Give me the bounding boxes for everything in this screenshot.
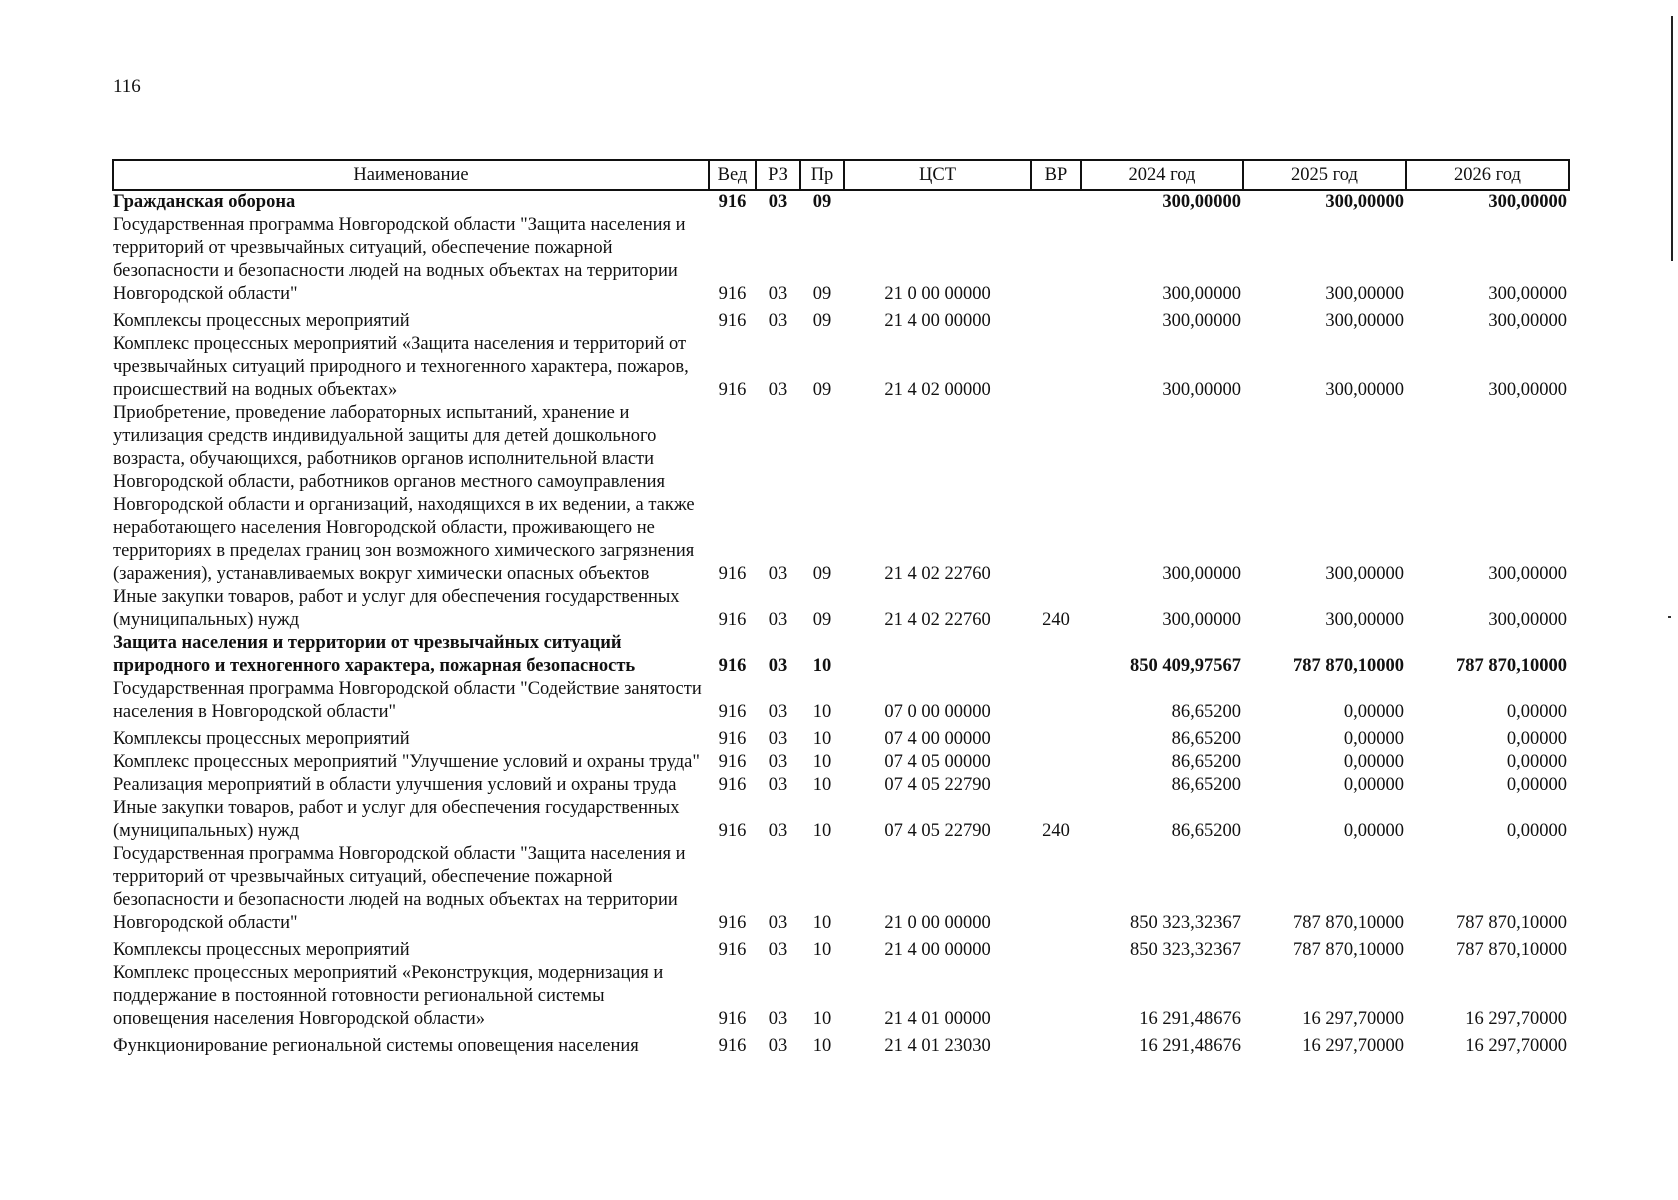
budget-table-container — [112, 159, 1568, 1058]
cell-vr — [1031, 774, 1081, 797]
cell-ved: 916 — [718, 1009, 747, 1029]
cell-pr: 10 — [812, 1036, 832, 1056]
cell-vr — [1031, 214, 1081, 306]
cell-name: Комплексы процессных мероприятий — [113, 311, 410, 331]
cell-2024: 850 323,32367 — [1130, 913, 1241, 933]
cell-vr — [1031, 402, 1081, 586]
cell-2026: 300,00000 — [1488, 564, 1567, 584]
cell-ved: 916 — [718, 380, 747, 400]
scan-edge-line — [1671, 16, 1673, 261]
cell-name: Комплекс процессных мероприятий «Реконструкция, модернизация и поддержание в постоянной готовности региональной системы оповещения населения Новгородской области» — [113, 963, 664, 1029]
cell-cst — [844, 190, 1031, 214]
header-ved: Вед — [709, 160, 756, 190]
cell-name: Комплекс процессных мероприятий "Улучшение условий и охраны труда" — [113, 752, 700, 772]
cell-2025: 300,00000 — [1325, 380, 1404, 400]
cell-rz: 03 — [768, 729, 788, 749]
cell-cst: 07 4 00 00000 — [884, 729, 991, 749]
cell-2026: 0,00000 — [1506, 752, 1567, 772]
cell-ved: 916 — [718, 729, 747, 749]
cell-cst: 07 4 05 22790 — [884, 775, 991, 795]
table-row — [113, 774, 1569, 797]
cell-pr: 09 — [812, 311, 832, 331]
cell-name: Защита населения и территории от чрезвычайных ситуаций природного и техногенного характера, пожарная безопасность — [113, 633, 636, 676]
cell-2024: 86,65200 — [1171, 702, 1241, 722]
cell-2024: 300,00000 — [1162, 284, 1241, 304]
scan-edge-mark — [1668, 616, 1671, 618]
cell-rz: 03 — [768, 752, 788, 772]
cell-2024: 86,65200 — [1171, 775, 1241, 795]
cell-2026: 0,00000 — [1506, 729, 1567, 749]
cell-2024: 86,65200 — [1171, 821, 1241, 841]
cell-rz: 03 — [768, 702, 788, 722]
cell-pr: 10 — [812, 752, 832, 772]
header-name: Наименование — [113, 160, 709, 190]
cell-2025: 787 870,10000 — [1293, 940, 1404, 960]
cell-2024: 300,00000 — [1162, 192, 1241, 212]
table-row — [113, 190, 1569, 214]
cell-cst: 21 0 00 00000 — [884, 284, 991, 304]
cell-2024: 86,65200 — [1171, 729, 1241, 749]
cell-ved: 916 — [718, 913, 747, 933]
cell-cst: 21 4 01 23030 — [884, 1036, 991, 1056]
table-row — [113, 751, 1569, 774]
cell-cst: 07 4 05 00000 — [884, 752, 991, 772]
cell-pr: 10 — [812, 775, 832, 795]
cell-2025: 16 297,70000 — [1302, 1009, 1404, 1029]
cell-ved: 916 — [718, 311, 747, 331]
cell-2025: 0,00000 — [1343, 752, 1404, 772]
cell-pr: 09 — [812, 192, 832, 212]
header-rz: РЗ — [756, 160, 800, 190]
cell-rz: 03 — [768, 940, 788, 960]
cell-cst: 21 4 02 22760 — [884, 564, 991, 584]
table-row — [113, 306, 1569, 333]
cell-rz: 03 — [768, 656, 788, 676]
header-2024: 2024 год — [1081, 160, 1243, 190]
cell-name: Приобретение, проведение лабораторных испытаний, хранение и утилизация средств индивидуальной защиты для детей дошкольного возраста, обучающихся, работников органов исполнительной власти Новгородской области, работников органов местного самоуправления Новгородской области и организаций, находящихся в их ведении, а также неработающего населения Новгородской области, проживающего не территориях в пределах границ зон возможного химического загрязнения (заражения), устанавливаемых вокруг химически опасных объектов — [113, 403, 695, 584]
cell-2026: 300,00000 — [1488, 610, 1567, 630]
cell-ved: 916 — [718, 610, 747, 630]
cell-rz: 03 — [768, 284, 788, 304]
cell-2024: 850 323,32367 — [1130, 940, 1241, 960]
cell-ved: 916 — [718, 821, 747, 841]
cell-rz: 03 — [768, 1009, 788, 1029]
cell-2025: 787 870,10000 — [1293, 656, 1404, 676]
cell-2024: 300,00000 — [1162, 380, 1241, 400]
cell-cst: 21 4 02 00000 — [884, 380, 991, 400]
table-row — [113, 797, 1569, 843]
cell-2024: 850 409,97567 — [1130, 656, 1241, 676]
cell-2025: 0,00000 — [1343, 702, 1404, 722]
cell-2024: 16 291,48676 — [1139, 1036, 1241, 1056]
cell-pr: 10 — [812, 729, 832, 749]
cell-2025: 16 297,70000 — [1302, 1036, 1404, 1056]
cell-2025: 300,00000 — [1325, 284, 1404, 304]
table-row — [113, 632, 1569, 678]
cell-pr: 09 — [812, 610, 832, 630]
cell-ved: 916 — [718, 192, 747, 212]
header-cst: ЦСТ — [844, 160, 1031, 190]
cell-pr: 09 — [812, 564, 832, 584]
cell-vr — [1031, 632, 1081, 678]
page-number: 116 — [113, 76, 141, 97]
cell-vr — [1031, 190, 1081, 214]
table-row — [113, 962, 1569, 1031]
cell-2025: 787 870,10000 — [1293, 913, 1404, 933]
cell-vr — [1031, 678, 1081, 724]
cell-cst: 21 4 02 22760 — [884, 610, 991, 630]
header-pr: Пр — [800, 160, 844, 190]
cell-cst — [844, 632, 1031, 678]
cell-2025: 300,00000 — [1325, 564, 1404, 584]
cell-2024: 16 291,48676 — [1139, 1009, 1241, 1029]
cell-ved: 916 — [718, 656, 747, 676]
cell-cst: 21 4 00 00000 — [884, 311, 991, 331]
cell-name: Реализация мероприятий в области улучшения условий и охраны труда — [113, 775, 677, 795]
cell-pr: 10 — [812, 656, 832, 676]
cell-ved: 916 — [718, 752, 747, 772]
table-row — [113, 724, 1569, 751]
cell-pr: 10 — [812, 940, 832, 960]
cell-name: Иные закупки товаров, работ и услуг для обеспечения государственных (муниципальных) нужд — [113, 798, 680, 841]
cell-name: Комплексы процессных мероприятий — [113, 940, 410, 960]
cell-vr — [1031, 306, 1081, 333]
cell-vr — [1031, 1031, 1081, 1058]
table-row — [113, 1031, 1569, 1058]
cell-rz: 03 — [768, 1036, 788, 1056]
cell-vr: 240 — [1042, 821, 1070, 841]
cell-ved: 916 — [718, 1036, 747, 1056]
cell-pr: 10 — [812, 821, 832, 841]
cell-2026: 16 297,70000 — [1465, 1036, 1567, 1056]
cell-rz: 03 — [768, 564, 788, 584]
cell-cst: 07 4 05 22790 — [884, 821, 991, 841]
table-row — [113, 678, 1569, 724]
cell-name: Комплексы процессных мероприятий — [113, 729, 410, 749]
cell-2024: 300,00000 — [1162, 564, 1241, 584]
cell-vr — [1031, 843, 1081, 935]
table-body — [113, 190, 1569, 1058]
cell-rz: 03 — [768, 610, 788, 630]
cell-2024: 300,00000 — [1162, 610, 1241, 630]
cell-cst: 21 4 00 00000 — [884, 940, 991, 960]
cell-vr — [1031, 724, 1081, 751]
cell-cst: 07 0 00 00000 — [884, 702, 991, 722]
cell-cst: 21 4 01 00000 — [884, 1009, 991, 1029]
cell-ved: 916 — [718, 284, 747, 304]
cell-pr: 10 — [812, 1009, 832, 1029]
cell-pr: 10 — [812, 702, 832, 722]
cell-ved: 916 — [718, 775, 747, 795]
budget-table — [112, 159, 1570, 1058]
cell-2026: 0,00000 — [1506, 702, 1567, 722]
cell-ved: 916 — [718, 940, 747, 960]
cell-2026: 300,00000 — [1488, 311, 1567, 331]
cell-ved: 916 — [718, 564, 747, 584]
cell-2025: 0,00000 — [1343, 775, 1404, 795]
cell-2026: 300,00000 — [1488, 192, 1567, 212]
cell-2025: 300,00000 — [1325, 192, 1404, 212]
cell-2025: 300,00000 — [1325, 311, 1404, 331]
cell-rz: 03 — [768, 192, 788, 212]
cell-2024: 86,65200 — [1171, 752, 1241, 772]
cell-vr — [1031, 962, 1081, 1031]
table-row — [113, 402, 1569, 586]
header-2025: 2025 год — [1243, 160, 1406, 190]
cell-vr — [1031, 935, 1081, 962]
cell-vr: 240 — [1042, 610, 1070, 630]
cell-2025: 0,00000 — [1343, 729, 1404, 749]
table-row — [113, 843, 1569, 935]
cell-2026: 787 870,10000 — [1456, 656, 1567, 676]
cell-2024: 300,00000 — [1162, 311, 1241, 331]
cell-rz: 03 — [768, 913, 788, 933]
table-row — [113, 214, 1569, 306]
cell-vr — [1031, 333, 1081, 402]
cell-name: Комплекс процессных мероприятий «Защита населения и территорий от чрезвычайных ситуаций природного и техногенного характера, пожаров, происшествий на водных объектах» — [113, 334, 689, 400]
table-row — [113, 935, 1569, 962]
cell-pr: 10 — [812, 913, 832, 933]
cell-rz: 03 — [768, 821, 788, 841]
cell-vr — [1031, 751, 1081, 774]
cell-pr: 09 — [812, 380, 832, 400]
cell-name: Государственная программа Новгородской области "Защита населения и территорий от чрезвычайных ситуаций, обеспечение пожарной безопасности и безопасности людей на водных объектах на территории Новгородской области" — [113, 844, 686, 933]
cell-name: Государственная программа Новгородской области "Содействие занятости населения в Новгородской области" — [113, 679, 702, 722]
cell-name: Гражданская оборона — [113, 192, 296, 212]
cell-cst: 21 0 00 00000 — [884, 913, 991, 933]
cell-rz: 03 — [768, 311, 788, 331]
cell-2025: 0,00000 — [1343, 821, 1404, 841]
cell-rz: 03 — [768, 380, 788, 400]
cell-pr: 09 — [812, 284, 832, 304]
cell-name: Иные закупки товаров, работ и услуг для обеспечения государственных (муниципальных) нужд — [113, 587, 680, 630]
cell-2026: 300,00000 — [1488, 284, 1567, 304]
table-row — [113, 333, 1569, 402]
cell-2025: 300,00000 — [1325, 610, 1404, 630]
table-row — [113, 586, 1569, 632]
cell-2026: 0,00000 — [1506, 821, 1567, 841]
cell-2026: 0,00000 — [1506, 775, 1567, 795]
header-vr: ВР — [1031, 160, 1081, 190]
cell-name: Государственная программа Новгородской области "Защита населения и территорий от чрезвычайных ситуаций, обеспечение пожарной безопасности и безопасности людей на водных объектах на территории Новгородской области" — [113, 215, 686, 304]
cell-2026: 16 297,70000 — [1465, 1009, 1567, 1029]
header-2026: 2026 год — [1406, 160, 1569, 190]
cell-2026: 787 870,10000 — [1456, 940, 1567, 960]
cell-ved: 916 — [718, 702, 747, 722]
cell-2026: 787 870,10000 — [1456, 913, 1567, 933]
table-header-row — [113, 160, 1569, 190]
cell-2026: 300,00000 — [1488, 380, 1567, 400]
cell-rz: 03 — [768, 775, 788, 795]
cell-name: Функционирование региональной системы оповещения населения — [113, 1036, 639, 1056]
